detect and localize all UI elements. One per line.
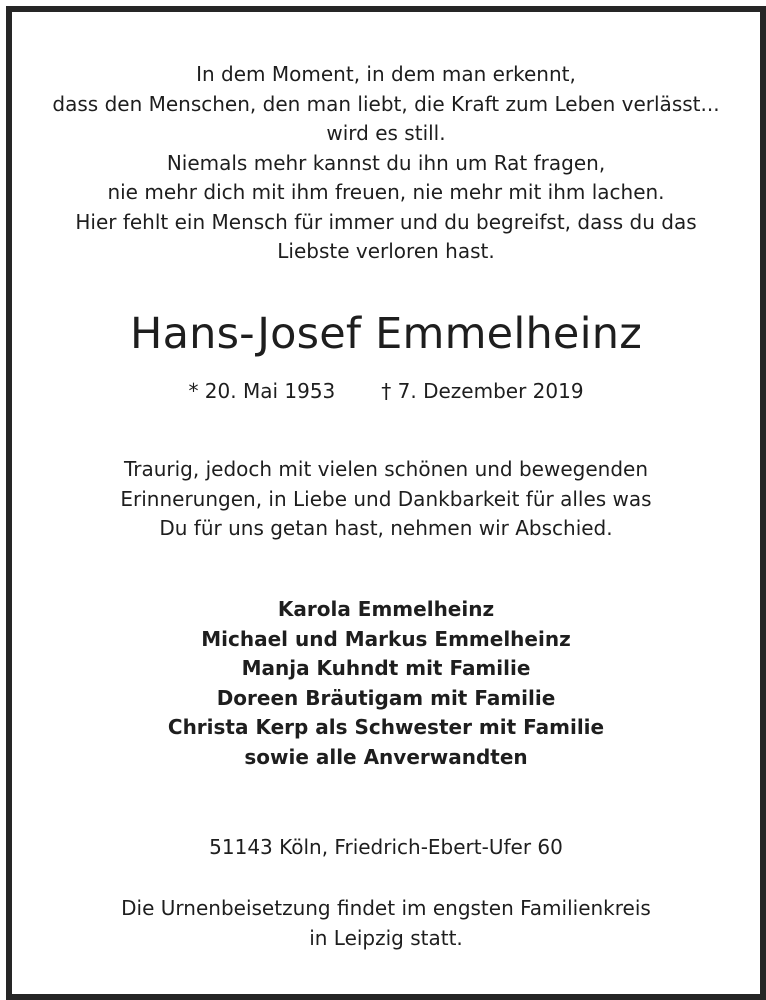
mourner-name: Christa Kerp als Schwester mit Familie [167, 715, 605, 739]
family-address: 51143 Köln, Friedrich-Ebert-Ufer 60 [209, 835, 563, 859]
farewell-line: Erinnerungen, in Liebe und Dankbarkeit für alles was [120, 486, 652, 511]
farewell-line: Du für uns getan hast, nehmen wir Abschied. [159, 516, 613, 540]
burial-line: in Leipzig statt. [309, 925, 463, 950]
mourner-name: sowie alle Anverwandten [244, 744, 528, 769]
poem-line: Hier fehlt ein Mensch für immer und du begreifst, dass du das [75, 209, 697, 234]
birth-date: * 20. Mai 1953 [188, 379, 336, 403]
mourner-name: Manja Kuhndt mit Familie [241, 656, 531, 680]
farewell-line: Traurig, jedoch mit vielen schönen und bewegenden [123, 457, 649, 481]
burial-line: Die Urnenbeisetzung findet im engsten Familienkreis [121, 896, 651, 920]
mourners-list [12, 595, 760, 772]
obituary-border [6, 6, 766, 1000]
mourner-name: Doreen Bräutigam mit Familie [216, 685, 556, 710]
deceased-name: Hans-Josef Emmelheinz [130, 309, 642, 359]
poem-line: nie mehr dich mit ihm freuen, nie mehr mit ihm lachen. [107, 180, 665, 204]
poem-line: wird es still. [326, 121, 446, 145]
death-date: † 7. Dezember 2019 [381, 379, 584, 403]
poem-line: dass den Menschen, den man liebt, die Kraft zum Leben verlässt... [52, 91, 720, 116]
farewell-text [12, 455, 760, 544]
burial-notice [12, 894, 760, 953]
mourner-name: Karola Emmelheinz [277, 597, 495, 621]
poem-line: Niemals mehr kannst du ihn um Rat fragen, [166, 150, 606, 175]
life-dates [12, 376, 760, 406]
mourner-name: Michael und Markus Emmelheinz [201, 626, 571, 651]
memorial-poem [12, 60, 760, 267]
poem-line: In dem Moment, in dem man erkennt, [196, 62, 576, 86]
poem-line: Liebste verloren hast. [277, 239, 495, 263]
obituary-notice [12, 12, 760, 994]
